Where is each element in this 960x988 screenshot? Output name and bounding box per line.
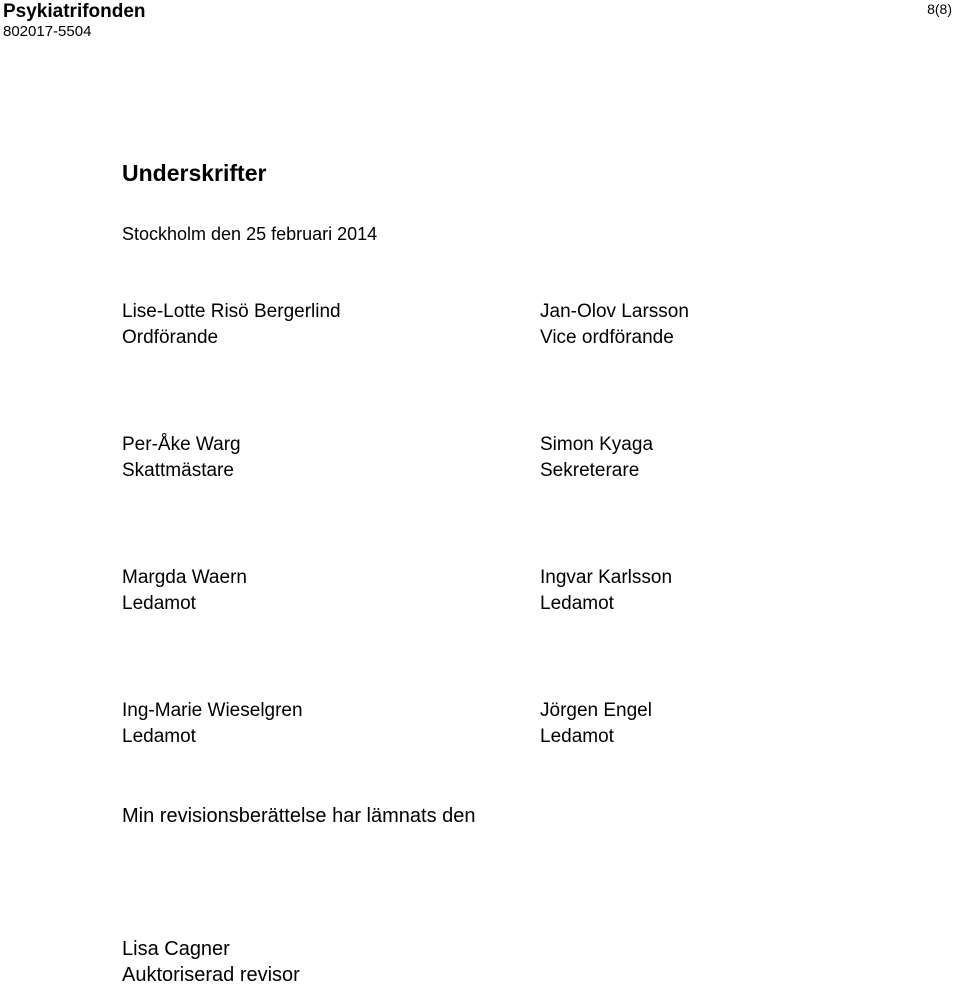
signatory-role: Ledamot bbox=[540, 726, 614, 747]
signatory-block bbox=[122, 698, 303, 750]
signatory-role: Ledamot bbox=[122, 726, 196, 747]
signatory-block bbox=[122, 299, 341, 351]
signatory-name: Ingvar Karlsson bbox=[540, 567, 673, 588]
signatory-name: Lise-Lotte Risö Bergerlind bbox=[122, 301, 341, 322]
auditor-name: Lisa Cagner bbox=[122, 938, 230, 960]
signatory-block bbox=[540, 432, 653, 484]
signatory-block bbox=[540, 698, 652, 750]
organization-name: Psykiatrifonden bbox=[3, 1, 146, 22]
signatory-role: Sekreterare bbox=[540, 460, 640, 481]
signatory-block bbox=[122, 432, 241, 484]
section-heading: Underskrifter bbox=[122, 160, 267, 186]
signatory-role: Ledamot bbox=[540, 593, 614, 614]
signatory-block bbox=[122, 565, 247, 617]
auditor-role: Auktoriserad revisor bbox=[122, 964, 300, 986]
signatory-role: Ordförande bbox=[122, 327, 219, 348]
signatory-name: Jan-Olov Larsson bbox=[540, 301, 689, 322]
signatory-block bbox=[540, 299, 689, 351]
signatory-role: Skattmästare bbox=[122, 460, 234, 481]
signatory-name: Margda Waern bbox=[122, 567, 247, 588]
auditor-report-note: Min revisionsberättelse har lämnats den bbox=[122, 805, 476, 827]
signatory-role: Ledamot bbox=[122, 593, 196, 614]
place-and-date: Stockholm den 25 februari 2014 bbox=[122, 224, 378, 244]
organization-number: 802017-5504 bbox=[3, 23, 92, 40]
signatory-name: Simon Kyaga bbox=[540, 434, 654, 455]
auditor-block bbox=[122, 936, 300, 988]
signatory-role: Vice ordförande bbox=[540, 327, 674, 348]
signatory-name: Ing-Marie Wieselgren bbox=[122, 700, 303, 721]
signatory-block bbox=[540, 565, 672, 617]
page-number: 8(8) bbox=[927, 1, 952, 17]
signatory-name: Jörgen Engel bbox=[540, 700, 652, 721]
signatory-name: Per-Åke Warg bbox=[122, 434, 241, 455]
